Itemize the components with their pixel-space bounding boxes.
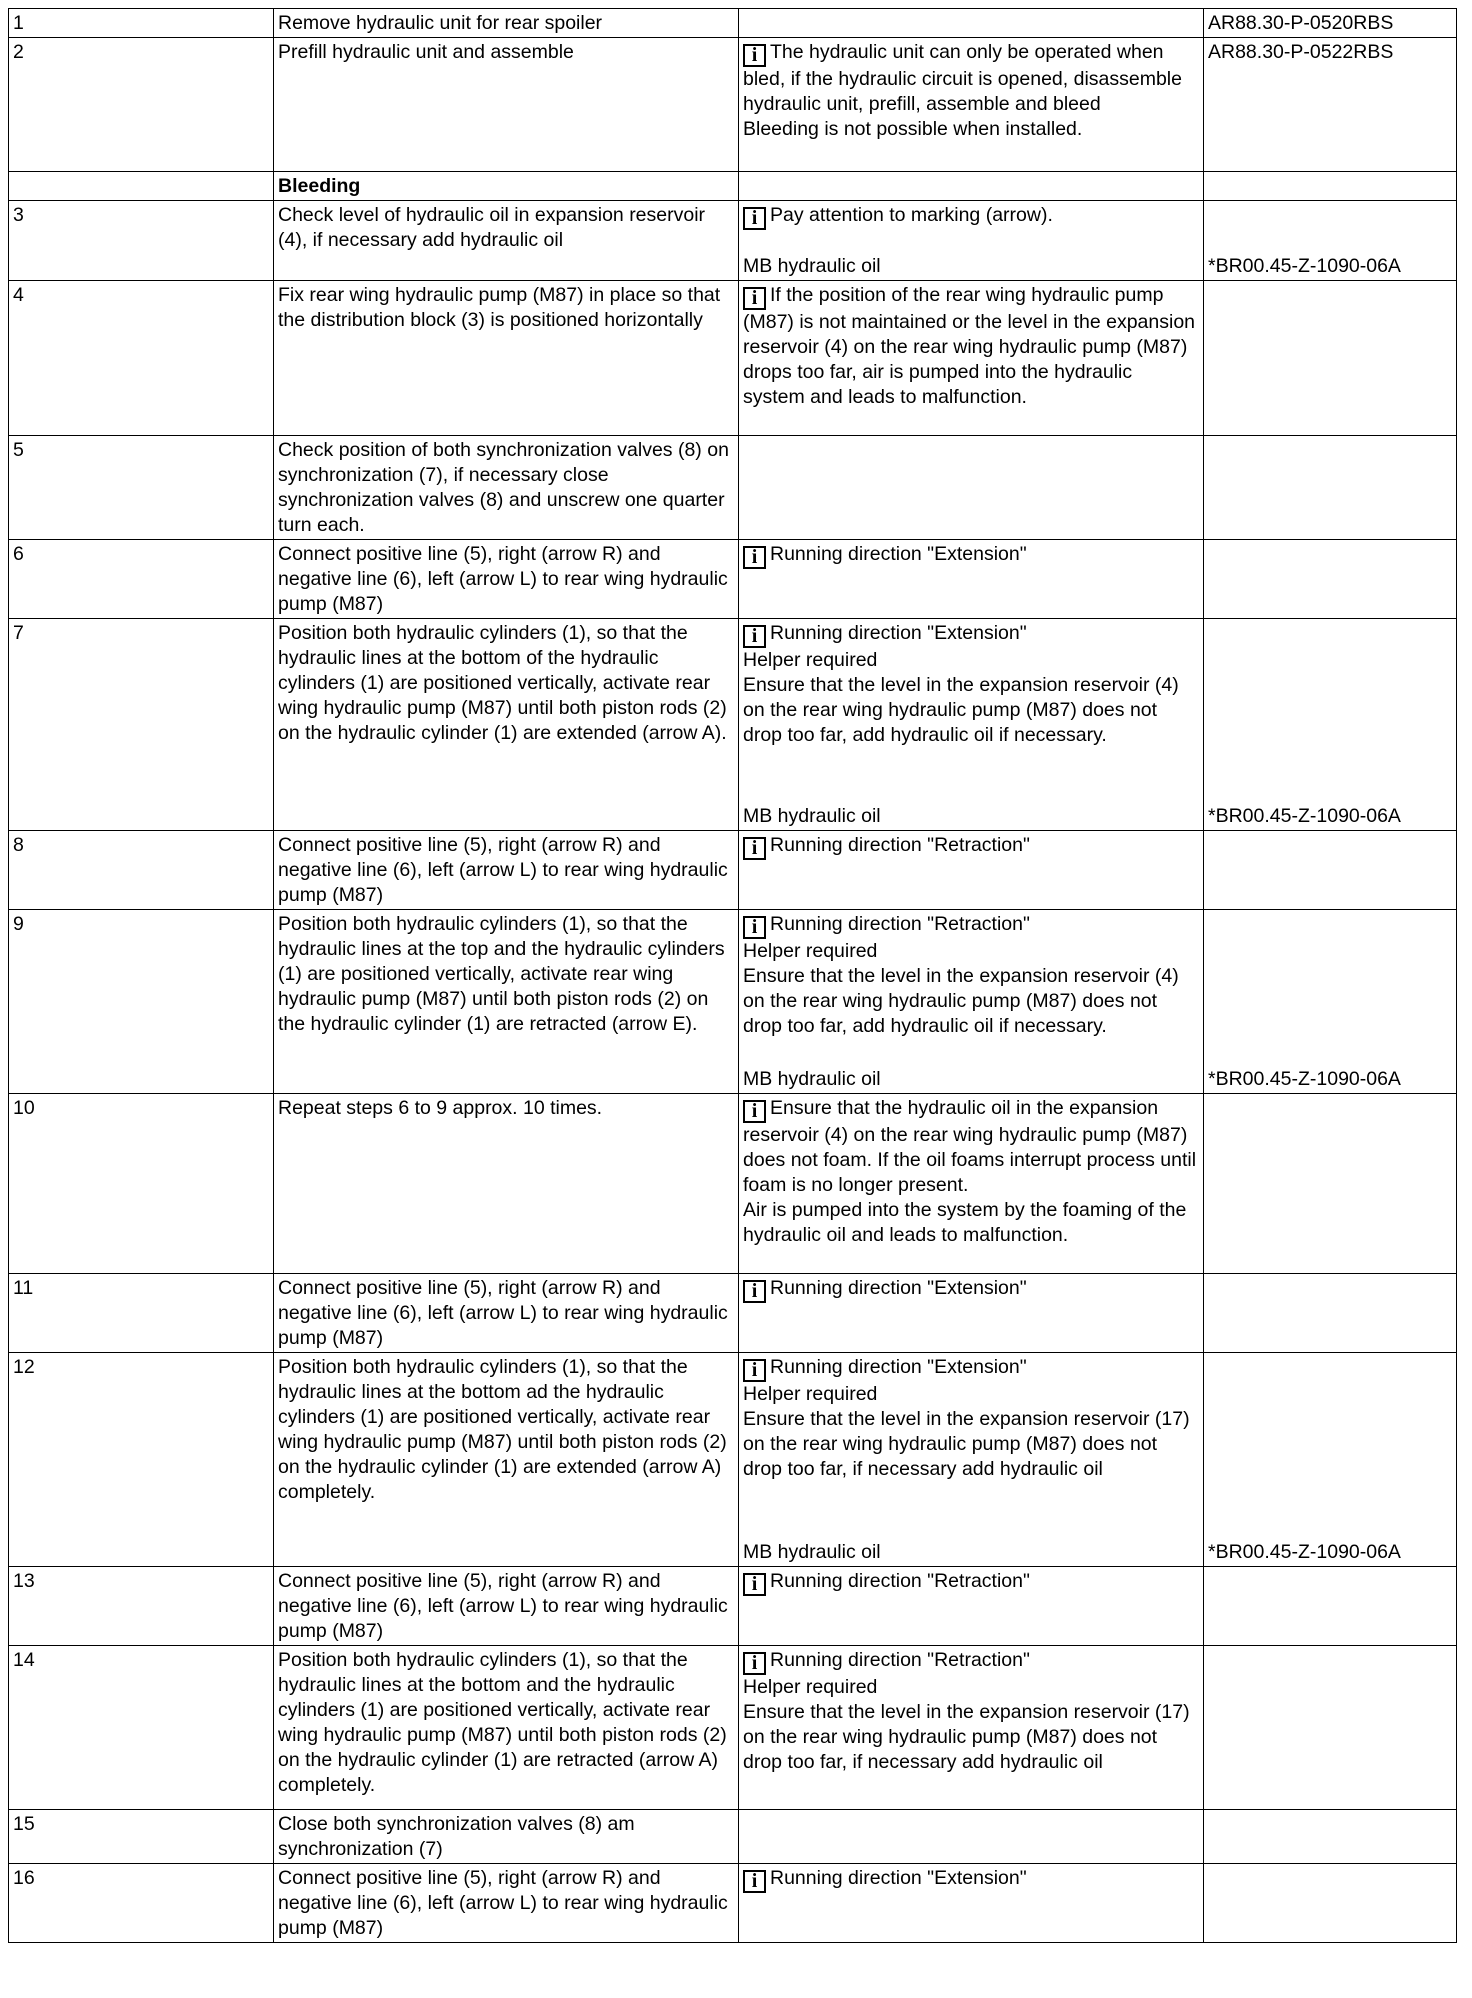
note-cell: [739, 1353, 1204, 1567]
table-row: [9, 1567, 1457, 1646]
note-cell: [739, 1274, 1204, 1353]
note-material: MB hydraulic oil: [743, 1541, 881, 1563]
note-cell: [739, 1567, 1204, 1646]
reference-cell: [1204, 281, 1457, 436]
note-material: MB hydraulic oil: [743, 1068, 881, 1090]
note-text-block: [743, 40, 1199, 142]
step-number-cell: 7: [9, 619, 274, 831]
table-row: [9, 436, 1457, 540]
table-row: [9, 9, 1457, 38]
step-number-cell: 16: [9, 1864, 274, 1943]
step-number-cell: 15: [9, 1810, 274, 1864]
step-number-cell: 11: [9, 1274, 274, 1353]
note-cell: [739, 172, 1204, 201]
document-reference: AR88.30-P-0522RBS: [1208, 41, 1394, 63]
step-description-cell: Check level of hydraulic oil in expansion reservoir (4), if necessary add hydraulic oil: [274, 201, 739, 281]
note-text: The hydraulic unit can only be operated when bled, if the hydraulic circuit is opened, disassemble hydraulic unit, prefill, assemble and bleed Bleeding is not possible when installed.: [743, 41, 1182, 140]
note-text-block: [743, 1648, 1199, 1775]
note-text-block: [743, 1569, 1199, 1596]
reference-cell: [1204, 910, 1457, 1094]
reference-cell: [1204, 1864, 1457, 1943]
step-number-cell: 13: [9, 1567, 274, 1646]
note-cell: [739, 201, 1204, 281]
note-text-block: [743, 1866, 1199, 1893]
note-material: MB hydraulic oil: [743, 255, 881, 277]
step-number-cell: 6: [9, 540, 274, 619]
info-icon: i: [743, 44, 766, 67]
step-description-cell: Position both hydraulic cylinders (1), so that the hydraulic lines at the bottom ad the hydraulic cylinders (1) are positioned vertically, activate rear wing hydraulic pump (M87) until both piston rods (2) on the hydraulic cylinder (1) are extended (arrow A) completely.: [274, 1353, 739, 1567]
info-icon: i: [743, 625, 766, 648]
table-row: [9, 281, 1457, 436]
note-text: Pay attention to marking (arrow).: [770, 204, 1053, 226]
reference-cell: [1204, 9, 1457, 38]
table-row: [9, 1274, 1457, 1353]
material-reference: *BR00.45-Z-1090-06A: [1208, 805, 1401, 827]
step-number-cell: 8: [9, 831, 274, 910]
note-text-block: [743, 621, 1199, 748]
reference-cell: [1204, 1810, 1457, 1864]
step-description-cell: Connect positive line (5), right (arrow R) and negative line (6), left (arrow L) to rear wing hydraulic pump (M87): [274, 1567, 739, 1646]
material-reference: *BR00.45-Z-1090-06A: [1208, 1068, 1401, 1090]
step-number-cell: 10: [9, 1094, 274, 1274]
note-text-block: [743, 203, 1199, 230]
info-icon: i: [743, 287, 766, 310]
step-number-cell: 14: [9, 1646, 274, 1810]
note-cell: [739, 1810, 1204, 1864]
info-icon: i: [743, 1573, 766, 1596]
note-cell: [739, 1864, 1204, 1943]
procedure-table-body: [9, 9, 1457, 1943]
info-icon: i: [743, 916, 766, 939]
step-number-cell: 1: [9, 9, 274, 38]
note-text: Running direction "Extension": [770, 543, 1027, 565]
note-cell: [739, 436, 1204, 540]
reference-cell: [1204, 1646, 1457, 1810]
step-description-cell: Remove hydraulic unit for rear spoiler: [274, 9, 739, 38]
step-description-cell: Fix rear wing hydraulic pump (M87) in place so that the distribution block (3) is positioned horizontally: [274, 281, 739, 436]
table-row: [9, 1864, 1457, 1943]
reference-cell: [1204, 1274, 1457, 1353]
step-number-cell: 2: [9, 38, 274, 172]
section-heading-cell: Bleeding: [274, 172, 739, 201]
step-description-cell: Close both synchronization valves (8) am synchronization (7): [274, 1810, 739, 1864]
reference-cell: [1204, 1094, 1457, 1274]
note-text-block: [743, 912, 1199, 1039]
reference-cell: [1204, 540, 1457, 619]
reference-cell: [1204, 201, 1457, 281]
step-description-cell: Position both hydraulic cylinders (1), so that the hydraulic lines at the top and the hydraulic cylinders (1) are positioned vertically, activate rear wing hydraulic pump (M87) until both piston rods (2) on the hydraulic cylinder (1) are retracted (arrow E).: [274, 910, 739, 1094]
reference-cell: [1204, 38, 1457, 172]
note-cell: [739, 619, 1204, 831]
note-text: Running direction "Extension": [770, 1867, 1027, 1889]
info-icon: i: [743, 837, 766, 860]
step-description-cell: Connect positive line (5), right (arrow R) and negative line (6), left (arrow L) to rear wing hydraulic pump (M87): [274, 540, 739, 619]
note-cell: [739, 831, 1204, 910]
step-description-cell: Connect positive line (5), right (arrow R) and negative line (6), left (arrow L) to rear wing hydraulic pump (M87): [274, 831, 739, 910]
note-material: MB hydraulic oil: [743, 805, 881, 827]
note-cell: [739, 38, 1204, 172]
info-icon: i: [743, 207, 766, 230]
reference-cell: [1204, 172, 1457, 201]
step-number-cell: [9, 172, 274, 201]
note-text-block: [743, 1276, 1199, 1303]
document-reference: AR88.30-P-0520RBS: [1208, 12, 1394, 34]
table-row: [9, 910, 1457, 1094]
reference-cell: [1204, 436, 1457, 540]
material-reference: *BR00.45-Z-1090-06A: [1208, 1541, 1401, 1563]
note-text: Running direction "Retraction" Helper required Ensure that the level in the expansion reservoir (17) on the rear wing hydraulic pump (M87) does not drop too far, if necessary add hydraulic oil: [743, 1649, 1190, 1773]
table-row: [9, 1810, 1457, 1864]
note-cell: [739, 1646, 1204, 1810]
step-description-cell: Position both hydraulic cylinders (1), so that the hydraulic lines at the bottom of the hydraulic cylinders (1) are positioned vertically, activate rear wing hydraulic pump (M87) until both piston rods (2) on the hydraulic cylinder (1) are extended (arrow A).: [274, 619, 739, 831]
table-row: [9, 172, 1457, 201]
note-cell: [739, 281, 1204, 436]
info-icon: i: [743, 1100, 766, 1123]
note-cell: [739, 540, 1204, 619]
info-icon: i: [743, 1280, 766, 1303]
note-cell: [739, 910, 1204, 1094]
table-row: [9, 38, 1457, 172]
step-number-cell: 9: [9, 910, 274, 1094]
reference-cell: [1204, 1567, 1457, 1646]
table-row: [9, 831, 1457, 910]
procedure-table: [8, 8, 1457, 1943]
note-text-block: [743, 283, 1199, 410]
table-row: [9, 619, 1457, 831]
table-row: [9, 540, 1457, 619]
table-row: [9, 1646, 1457, 1810]
reference-cell: [1204, 831, 1457, 910]
step-number-cell: 4: [9, 281, 274, 436]
note-text: If the position of the rear wing hydraulic pump (M87) is not maintained or the level in the expansion reservoir (4) on the rear wing hydraulic pump (M87) drops too far, air is pumped into the hydraulic system and leads to malfunction.: [743, 284, 1196, 408]
table-row: [9, 201, 1457, 281]
info-icon: i: [743, 1652, 766, 1675]
reference-cell: [1204, 1353, 1457, 1567]
step-number-cell: 12: [9, 1353, 274, 1567]
note-text-block: [743, 833, 1199, 860]
note-text-block: [743, 1355, 1199, 1482]
table-row: [9, 1353, 1457, 1567]
note-text: Running direction "Extension": [770, 1277, 1027, 1299]
note-text: Ensure that the hydraulic oil in the expansion reservoir (4) on the rear wing hydraulic pump (M87) does not foam. If the oil foams interrupt process until foam is no longer present. Air is pumped into the system by the foaming of the hydraulic oil and leads to malfunction.: [743, 1097, 1197, 1246]
step-description-cell: Connect positive line (5), right (arrow R) and negative line (6), left (arrow L) to rear wing hydraulic pump (M87): [274, 1274, 739, 1353]
table-row: [9, 1094, 1457, 1274]
note-text: Running direction "Retraction" Helper required Ensure that the level in the expansion reservoir (4) on the rear wing hydraulic pump (M87) does not drop too far, add hydraulic oil if necessary.: [743, 913, 1179, 1037]
reference-cell: [1204, 619, 1457, 831]
info-icon: i: [743, 1359, 766, 1382]
step-number-cell: 5: [9, 436, 274, 540]
note-cell: [739, 9, 1204, 38]
step-description-cell: Prefill hydraulic unit and assemble: [274, 38, 739, 172]
info-icon: i: [743, 1870, 766, 1893]
step-description-cell: Position both hydraulic cylinders (1), so that the hydraulic lines at the bottom and the hydraulic cylinders (1) are positioned vertically, activate rear wing hydraulic pump (M87) until both piston rods (2) on the hydraulic cylinder (1) are retracted (arrow A) completely.: [274, 1646, 739, 1810]
note-text-block: [743, 542, 1199, 569]
note-text: Running direction "Extension" Helper required Ensure that the level in the expansion reservoir (17) on the rear wing hydraulic pump (M87) does not drop too far, if necessary add hydraulic oil: [743, 1356, 1190, 1480]
note-cell: [739, 1094, 1204, 1274]
step-description-cell: Check position of both synchronization valves (8) on synchronization (7), if necessary close synchronization valves (8) and unscrew one quarter turn each.: [274, 436, 739, 540]
step-description-cell: Connect positive line (5), right (arrow R) and negative line (6), left (arrow L) to rear wing hydraulic pump (M87): [274, 1864, 739, 1943]
material-reference: *BR00.45-Z-1090-06A: [1208, 255, 1401, 277]
note-text-block: [743, 1096, 1199, 1248]
note-text: Running direction "Retraction": [770, 1570, 1030, 1592]
info-icon: i: [743, 546, 766, 569]
step-number-cell: 3: [9, 201, 274, 281]
note-text: Running direction "Retraction": [770, 834, 1030, 856]
note-text: Running direction "Extension" Helper required Ensure that the level in the expansion reservoir (4) on the rear wing hydraulic pump (M87) does not drop too far, add hydraulic oil if necessary.: [743, 622, 1179, 746]
step-description-cell: Repeat steps 6 to 9 approx. 10 times.: [274, 1094, 739, 1274]
